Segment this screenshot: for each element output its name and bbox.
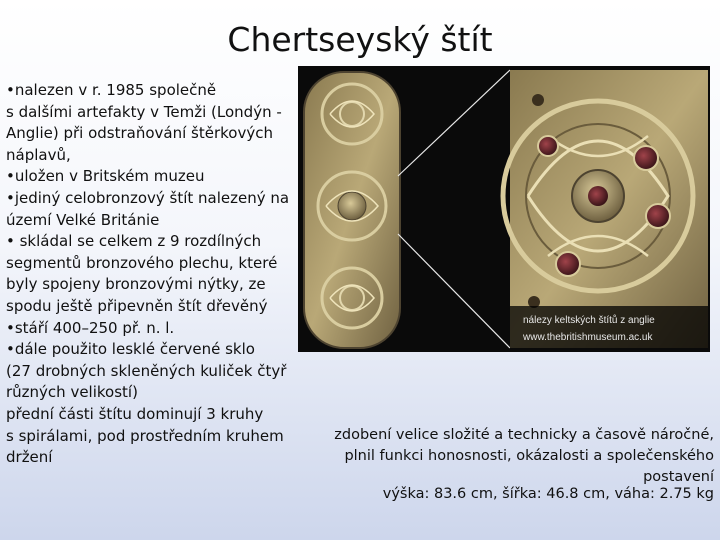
photo-watermark-line2: www.thebritishmuseum.ac.uk	[523, 332, 653, 343]
description-line: Anglie) při odstraňování štěrkových	[6, 124, 273, 143]
description-line: •stáří 400–250 př. n. l.	[6, 318, 175, 337]
photo-caption	[318, 425, 714, 488]
description-line: s spirálami, pod prostředním kruhem	[6, 426, 284, 445]
description-line: náplavů,	[6, 145, 71, 164]
description-line: (27 drobných skleněných kuliček čtyř	[6, 361, 287, 380]
description-line: •nalezen v r. 1985 společně	[6, 81, 217, 99]
description-line: držení	[6, 448, 53, 467]
shield-full-view	[304, 72, 400, 348]
description-line: přední části štítu dominují 3 kruhy	[6, 404, 264, 423]
description-line: segmentů bronzového plechu, které	[6, 253, 278, 272]
caption-line: postavení	[643, 469, 714, 485]
description-line: byly spojeny bronzovými nýtky, ze	[6, 275, 266, 294]
dimensions-text: výška: 83.6 cm, šířka: 46.8 cm, váha: 2.75 kg	[382, 486, 714, 502]
description-line: • skládal se celkem z 9 rozdílných	[6, 232, 262, 251]
caption-line: zdobení velice složité a technicky a časově náročné,	[334, 427, 714, 443]
description-line: různých velikostí)	[6, 383, 138, 402]
description-line: •dále použito lesklé červené sklo	[6, 340, 255, 359]
description-line: s dalšími artefakty v Temži (Londýn -	[6, 102, 282, 121]
caption-line: plnil funkci honosnosti, okázalosti a společenského	[344, 448, 714, 464]
description-line: •jediný celobronzový štít nalezený na	[6, 188, 290, 207]
shield-photo	[298, 66, 710, 352]
description-list	[6, 80, 296, 469]
slide-title: Chertseyský štít	[227, 20, 493, 59]
description-line: •uložen v Britském muzeu	[6, 167, 205, 186]
photo-watermark-line1: nálezy keltských štítů z anglie	[523, 315, 655, 326]
description-line: spodu ještě připevněn štít dřevěný	[6, 296, 268, 315]
description-line: území Velké Británie	[6, 210, 160, 229]
